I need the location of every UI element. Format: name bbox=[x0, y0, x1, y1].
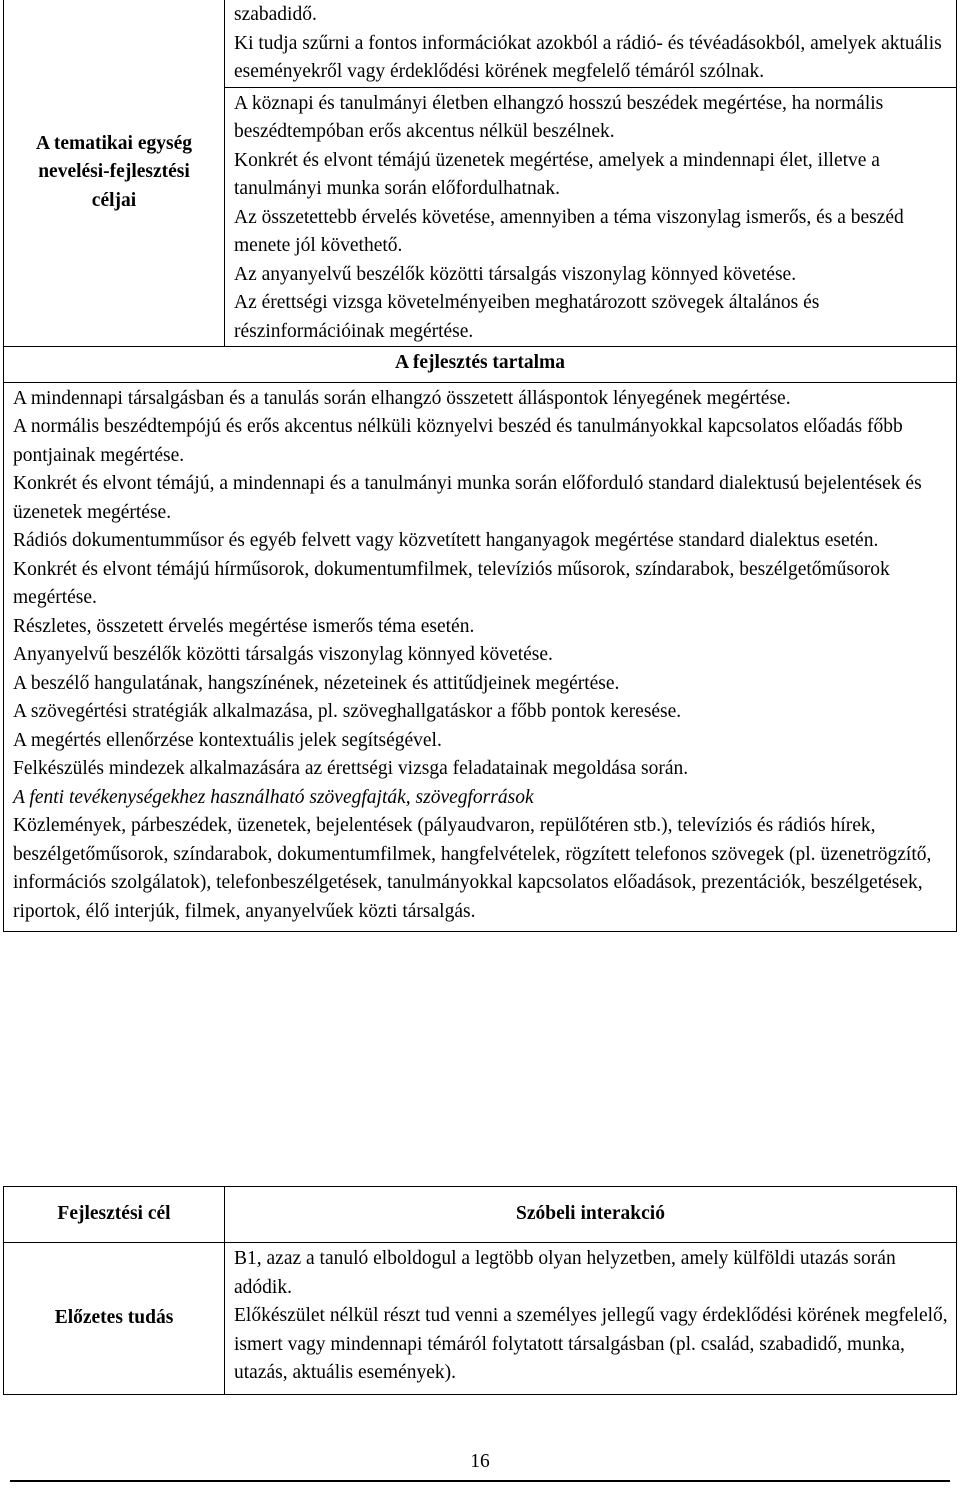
prior-knowledge-item: Előkészület nélkül részt tud venni a személyes jellegű vagy érdeklődési körének megfelelő, ismert vagy mindennapi témáról folytatott társalgásban (pl. család, szabadidő, munka, utazás, aktuális események). bbox=[234, 1305, 948, 1383]
content-item: A szövegértési stratégiák alkalmazása, pl. szöveghallgatáskor a főbb pontok keresése. bbox=[13, 701, 682, 722]
prior-knowledge-label-cell: Előzetes tudás bbox=[4, 1243, 225, 1395]
goal-item: Konkrét és elvont témájú üzenetek megértése, amelyek a mindennapi élet, illetve a tanulmányi munka során előfordulhatnak. bbox=[234, 149, 880, 199]
content-item: Anyanyelvű beszélők közötti társalgás viszonylag könnyed követése. bbox=[13, 644, 553, 665]
goal-item: A köznapi és tanulmányi életben elhangzó hosszú beszédek megértése, ha normális beszédtempóban erős akcentus nélkül beszélnek. bbox=[234, 92, 884, 142]
content-item: Konkrét és elvont témájú hírműsorok, dokumentumfilmek, televíziós műsorok, színdarabok, beszélgetőműsorok megértése. bbox=[13, 558, 890, 608]
footer-rule bbox=[10, 1480, 950, 1482]
goal-value-cell: Szóbeli interakció bbox=[225, 1187, 957, 1243]
goals-items-cell bbox=[225, 87, 957, 347]
content-items-cell bbox=[4, 382, 957, 932]
goals-label-line: nevelési-fejlesztési bbox=[38, 161, 190, 183]
goals-continuation-cell bbox=[225, 0, 957, 87]
prior-knowledge-cell bbox=[225, 1243, 957, 1395]
content-item: Felkészülés mindezek alkalmazására az érettségi vizsga feladatainak megoldása során. bbox=[13, 758, 689, 779]
goal-label-cell: Fejlesztési cél bbox=[4, 1187, 225, 1243]
content-item: Részletes, összetett érvelés megértése ismerős téma esetén. bbox=[13, 615, 475, 637]
content-heading: A fejlesztés tartalma bbox=[4, 347, 957, 383]
sources-text: Közlemények, párbeszédek, üzenetek, bejelentések (pályaudvaron, repülőtéren stb.), televíziós és rádiós hírek, beszélgetőműsorok, színdarabok, dokumentumfilmek, hangfelvételek, rögzített telefonos szövegek (pl. üzenetrögzítő, információs szolgálatok), telefonbeszélgetések, tanulmányokkal kapcsolatos előadások, prezentációk, beszélgetések, riportok, élő interjúk, filmek, anyanyelvűek közti társalgás. bbox=[13, 815, 932, 922]
content-item: A mindennapi társalgásban és a tanulás során elhangzó összetett álláspontok lényegének megértése. bbox=[13, 387, 791, 409]
content-item: A normális beszédtempójú és erős akcentus nélküli köznyelvi beszéd és tanulmányokkal kapcsolatos előadás főbb pontjainak megértése. bbox=[13, 416, 903, 466]
goal-item: Az összetettebb érvelés követése, amennyiben a téma viszonylag ismerős, és a beszéd menete jól követhető. bbox=[234, 206, 904, 256]
goals-label-line: céljai bbox=[91, 189, 137, 211]
content-item: Rádiós dokumentumműsor és egyéb felvett vagy közvetített hanganyagok megértése standard dialektus esetén. bbox=[13, 530, 879, 551]
content-item: A beszélő hangulatának, hangszínének, nézeteinek és attitűdjeinek megértése. bbox=[13, 672, 620, 694]
goal-item: Az érettségi vizsga követelményeiben meghatározott szövegek általános és részinformációinak megértése. bbox=[234, 292, 820, 342]
goals-label-line: A tematikai egység bbox=[36, 132, 192, 154]
goals-continuation-line: szabadidő. bbox=[234, 4, 317, 25]
goals-continuation-line: Ki tudja szűrni a fontos információkat azokból a rádió- és tévéadásokból, amelyek aktuális eseményekről vagy érdeklődési körének megfelelő témáról szólnak. bbox=[234, 32, 942, 82]
sources-heading: A fenti tevékenységekhez használható szövegfajták, szövegforrások bbox=[13, 786, 534, 808]
prior-knowledge-item: B1, azaz a tanuló elboldogul a legtöbb olyan helyzetben, amely külföldi utazás során adódik. bbox=[234, 1248, 896, 1298]
content-item: Konkrét és elvont témájú, a mindennapi és a tanulmányi munka során előforduló standard dialektusú bejelentések és üzenetek megértése. bbox=[13, 473, 922, 523]
page-number: 16 bbox=[470, 1451, 490, 1472]
goal-item: Az anyanyelvű beszélők közötti társalgás viszonylag könnyed követése. bbox=[234, 263, 797, 285]
goals-label-cell bbox=[4, 0, 225, 347]
goals-content-table bbox=[3, 0, 957, 932]
content-item: A megértés ellenőrzése kontextuális jelek segítségével. bbox=[13, 729, 442, 751]
development-goal-table bbox=[3, 1186, 957, 1395]
